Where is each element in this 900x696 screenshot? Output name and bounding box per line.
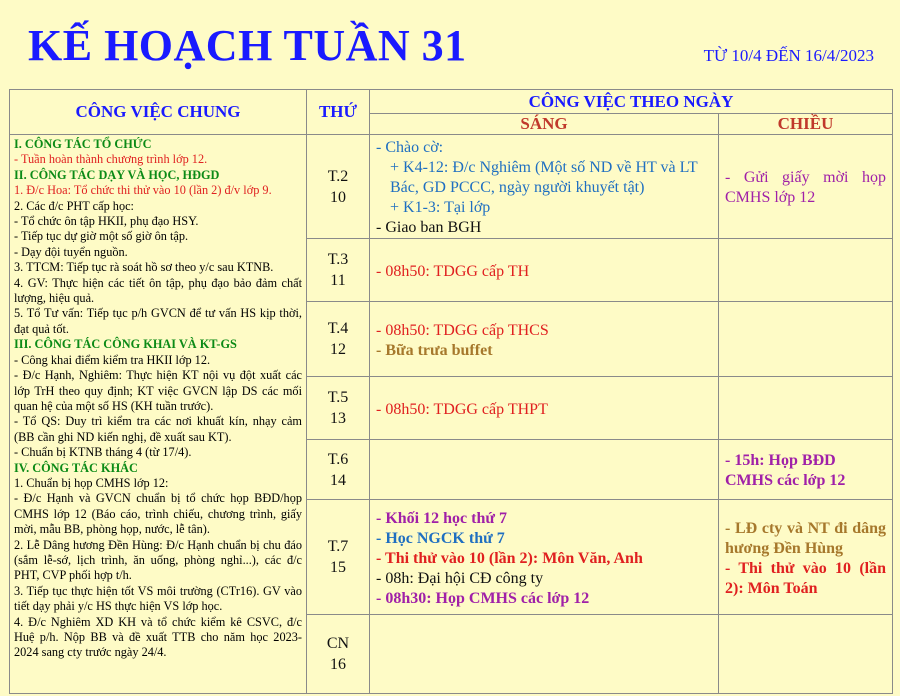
general-section-title: IV. CÔNG TÁC KHÁC [14,460,138,475]
day-name: T.2 [327,167,349,185]
day-date: 15 [330,559,346,576]
day-cell [307,239,370,302]
general-line: - Đ/c Hạnh, Nghiêm: Thực hiện KT nội vụ đột xuất các lớp TrH theo quy định; KT việc GVCN lập DS các mối quan hệ của một số HS (KH tuần trước). [14,368,302,413]
morning-item: - Học NGCK thứ 7 [376,529,505,547]
morning-cell [370,302,719,377]
morning-item: - Chào cờ: [376,139,444,156]
morning-item: - 08h30: Họp CMHS các lớp 12 [376,589,590,607]
morning-cell [370,500,719,615]
general-line: 1. Đ/c Hoa: Tổ chức thi thử vào 10 (lần 2) đ/v lớp 9. [14,183,272,198]
afternoon-cell [719,377,893,440]
day-name: T.5 [327,389,349,406]
day-date: 10 [330,188,346,206]
afternoon-item: - 15h: Họp BĐD CMHS các lớp 12 [725,452,846,489]
day-cell [307,440,370,500]
morning-cell [370,135,719,239]
morning-item: - 08h50: TDGG cấp THPT [376,400,548,418]
day-date: 11 [330,272,346,289]
morning-cell [370,615,719,694]
day-cell [307,500,370,615]
day-name: T.6 [327,450,349,468]
general-line: 2. Lễ Dâng hương Đền Hùng: Đ/c Hạnh chuẩn bị chu đáo (sắm lễ-sớ, lịch trình, ăn uống, phòng nghỉ...), các đ/c PHT, CVP phối hợp t/h. [14,537,302,583]
afternoon-cell [719,615,893,694]
general-line: - Chuẩn bị KTNB tháng 4 (từ 17/4). [14,445,192,460]
general-line: 5. Tổ Tư vấn: Tiếp tục p/h GVCN để tư vấn HS kịp thời, đạt quả tốt. [14,306,302,336]
general-section-title: III. CÔNG TÁC CÔNG KHAI VÀ KT-GS [14,337,237,352]
general-line: - Tổ chức ôn tập HKII, phụ đạo HSY. [14,214,199,229]
weekly-plan-table [9,89,893,694]
afternoon-cell [719,302,893,377]
header-morning: SÁNG [370,114,719,135]
general-section-title: II. CÔNG TÁC DẠY VÀ HỌC, HĐGD [14,167,220,182]
date-range: TỪ 10/4 ĐẾN 16/4/2023 [703,46,874,65]
day-name: CN [326,635,350,652]
general-line: - Công khai điểm kiểm tra HKII lớp 12. [14,352,211,367]
afternoon-item: - LĐ cty và NT đi dâng hương Đền Hùng [725,519,887,557]
day-date: 14 [330,471,346,489]
day-date: 13 [330,410,346,427]
header-general: CÔNG VIỆC CHUNG [10,90,307,135]
general-line: 2. Các đ/c PHT cấp học: [14,198,134,213]
general-section-title: I. CÔNG TÁC TỔ CHỨC [14,137,152,151]
afternoon-cell [719,440,893,500]
afternoon-cell [719,239,893,302]
day-cell [307,615,370,694]
day-name: T.4 [327,320,349,337]
general-tasks [10,135,307,694]
page-header [0,0,900,90]
general-line: 3. Tiếp tục thực hiện tốt VS môi trường (CTr16). GV vào tiết dạy phải y/c HS thực hiện VS lớp học. [14,583,302,614]
general-line: - Dạy đội tuyển nguồn. [14,244,128,259]
general-line: - Tổ QS: Duy trì kiểm tra các nơi khuất kín, nhạy cảm (BB cần ghi ND kiến nghị, đề xuất sau KT). [14,414,302,444]
header-afternoon: CHIỀU [719,114,893,135]
morning-item: + K4-12: Đ/c Nghiêm (Một số ND về HT và LT Bác, GD PCCC, ngày người khuyết tật) [390,159,698,196]
morning-item: + K1-3: Tại lớp [390,199,491,216]
morning-item: - Thi thử vào 10 (lần 2): Môn Văn, Anh [376,549,643,567]
morning-item: - 08h: Đại hội CĐ công ty [376,569,544,587]
general-line: 4. Đ/c Nghiêm XD KH và tổ chức kiểm kê CSVC, đ/c Huệ p/h. Nộp BB và đề xuất TTB cho năm học 2023-2024 sang cty trước ngày 24/4. [14,614,302,660]
day-date: 12 [330,341,346,358]
header-day: THỨ [307,90,370,135]
general-line: - Tiếp tục dự giờ một số giờ ôn tập. [14,229,189,244]
afternoon-item: - Gửi giấy mời họp CMHS lớp 12 [725,169,887,206]
general-line: - Đ/c Hạnh và GVCN chuẩn bị tổ chức họp BĐD/họp CMHS lớp 12 (Báo cáo, trình chiếu, chương trình, giấy mời, mẫu BB, phòng họp, nước, lễ tân). [14,491,302,537]
general-line: 1. Chuẩn bị họp CMHS lớp 12: [14,475,169,490]
day-cell [307,377,370,440]
header-daily: CÔNG VIỆC THEO NGÀY [370,90,893,114]
morning-cell [370,239,719,302]
morning-item: - Bữa trưa buffet [376,341,493,359]
afternoon-cell [719,135,893,239]
page-title: KẾ HOẠCH TUẦN 31 [28,21,467,70]
day-cell [307,135,370,239]
day-date: 16 [330,656,346,673]
general-line: - Tuần hoàn thành chương trình lớp 12. [14,152,208,167]
morning-item: - 08h50: TDGG cấp TH [376,262,530,280]
morning-item: - Giao ban BGH [376,219,482,236]
morning-cell [370,377,719,440]
general-line: 4. GV: Thực hiện các tiết ôn tập, phụ đạo bảo đảm chất lượng, hiệu quả. [14,275,302,306]
morning-cell [370,440,719,500]
morning-item: - 08h50: TDGG cấp THCS [376,321,549,339]
general-line: 3. TTCM: Tiếp tục rà soát hồ sơ theo y/c sau KTNB. [14,260,274,275]
afternoon-cell [719,500,893,615]
morning-item: - Khối 12 học thứ 7 [376,509,507,527]
day-name: T.3 [327,251,349,268]
day-name: T.7 [327,538,349,555]
day-cell [307,302,370,377]
afternoon-item: - Thi thử vào 10 (lần 2): Môn Toán [725,559,887,597]
